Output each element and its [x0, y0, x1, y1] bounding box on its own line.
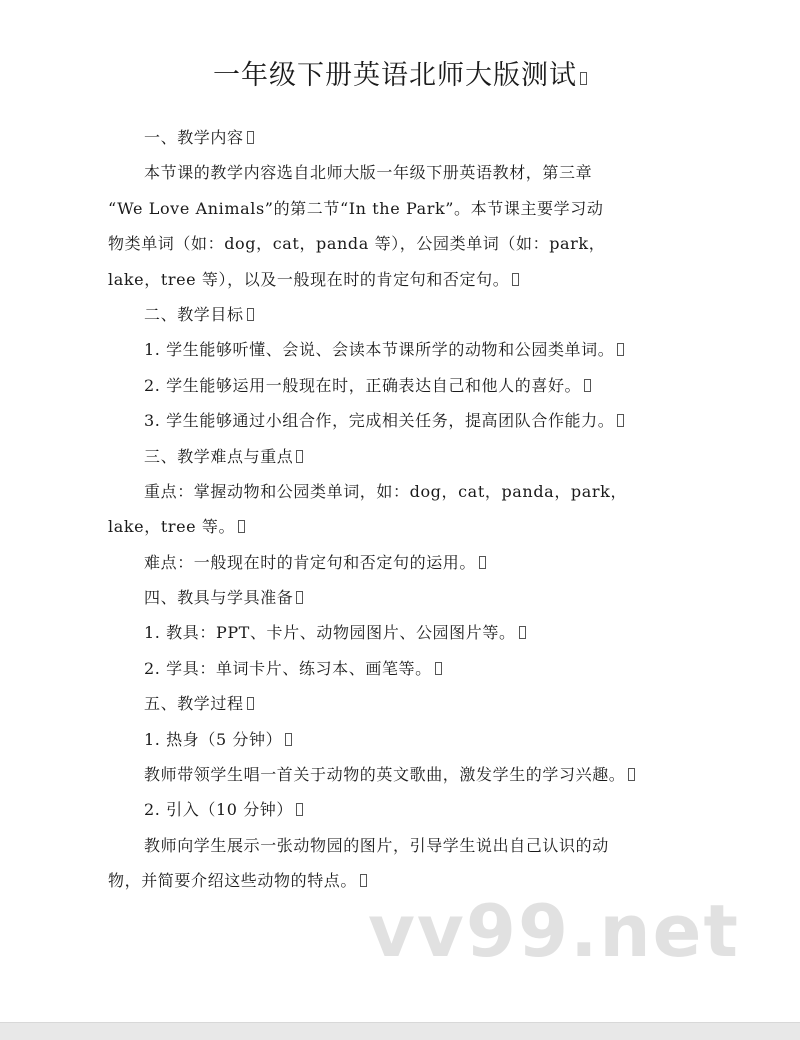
document-line-text: lake，tree 等。 [108, 517, 236, 537]
document-line-text: 1. 学生能够听懂、会说、会读本节课所学的动物和公园类单词。 [144, 340, 615, 360]
document-line-text: 教师带领学生唱一首关于动物的英文歌曲，激发学生的学习兴趣。 [144, 765, 626, 785]
document-line [108, 651, 683, 686]
paragraph-mark-icon [617, 414, 624, 427]
paragraph-mark-icon [238, 520, 245, 533]
paragraph-mark-icon [247, 308, 254, 321]
paragraph-mark-icon [296, 450, 303, 463]
document-line [108, 615, 683, 650]
document-line-text: 2. 学生能够运用一般现在时，正确表达自己和他人的喜好。 [144, 375, 582, 395]
paragraph-mark-icon [479, 556, 486, 569]
paragraph-mark-icon [247, 131, 254, 144]
document-line-text: 2. 引入（10 分钟） [144, 800, 293, 820]
document-title [0, 56, 800, 96]
document-line-text: “We Love Animals”的第二节“In the Park”。本节课主要学习动 [108, 198, 604, 218]
document-line-text: 1. 热身（5 分钟） [144, 729, 283, 749]
paragraph-mark-icon [296, 591, 303, 604]
document-line [108, 262, 683, 297]
paragraph-mark-icon [296, 803, 303, 816]
document-line-text: lake，tree 等），以及一般现在时的肯定句和否定句。 [108, 269, 510, 289]
document-line [108, 297, 683, 332]
paragraph-mark-icon [512, 273, 519, 286]
document-line-text: 物，并简要介绍这些动物的特点。 [108, 871, 358, 891]
document-line [108, 439, 683, 474]
document-line [108, 545, 683, 580]
paragraph-mark-icon [580, 72, 587, 85]
document-line [108, 155, 683, 190]
document-line-text: 3. 学生能够通过小组合作，完成相关任务，提高团队合作能力。 [144, 411, 615, 431]
document-line-text: 2. 学具：单词卡片、练习本、画笔等。 [144, 658, 432, 678]
document-line-text: 物类单词（如：dog，cat，panda 等），公园类单词（如：park， [108, 234, 606, 254]
document-line-text: 三、教学难点与重点 [144, 446, 294, 466]
document-line [108, 792, 683, 827]
paragraph-mark-icon [285, 733, 292, 746]
paragraph-mark-icon [617, 343, 624, 356]
document-line [108, 403, 683, 438]
document-line-text: 重点：掌握动物和公园类单词，如：dog，cat，panda，park， [144, 481, 628, 501]
document-line [108, 828, 683, 863]
paragraph-mark-icon [519, 626, 526, 639]
document-line [108, 474, 683, 509]
document-line [108, 686, 683, 721]
document-line [108, 509, 683, 544]
paragraph-mark-icon [247, 697, 254, 710]
document-line [108, 580, 683, 615]
document-line-text: 二、教学目标 [144, 304, 244, 324]
watermark: vv99.net [368, 889, 740, 973]
document-line [108, 226, 683, 261]
document-line-text: 1. 教具：PPT、卡片、动物园图片、公园图片等。 [144, 623, 516, 643]
document-line-text: 难点：一般现在时的肯定句和否定句的运用。 [144, 552, 477, 572]
document-line-text: 教师向学生展示一张动物园的图片，引导学生说出自己认识的动 [144, 835, 609, 855]
document-line [108, 722, 683, 757]
document-line [108, 120, 683, 155]
bottom-scrollbar[interactable] [0, 1022, 800, 1040]
document-title-text: 一年级下册英语北师大版测试 [213, 60, 577, 91]
document-line-text: 五、教学过程 [144, 694, 244, 714]
document-line [108, 757, 683, 792]
document-line-text: 本节课的教学内容选自北师大版一年级下册英语教材，第三章 [144, 163, 593, 183]
document-line [108, 191, 683, 226]
document-line [108, 368, 683, 403]
paragraph-mark-icon [584, 379, 591, 392]
document-line-text: 四、教具与学具准备 [144, 588, 294, 608]
paragraph-mark-icon [360, 874, 367, 887]
paragraph-mark-icon [435, 662, 442, 675]
paragraph-mark-icon [628, 768, 635, 781]
document-body [108, 120, 683, 899]
document-line [108, 332, 683, 367]
document-line-text: 一、教学内容 [144, 128, 244, 147]
